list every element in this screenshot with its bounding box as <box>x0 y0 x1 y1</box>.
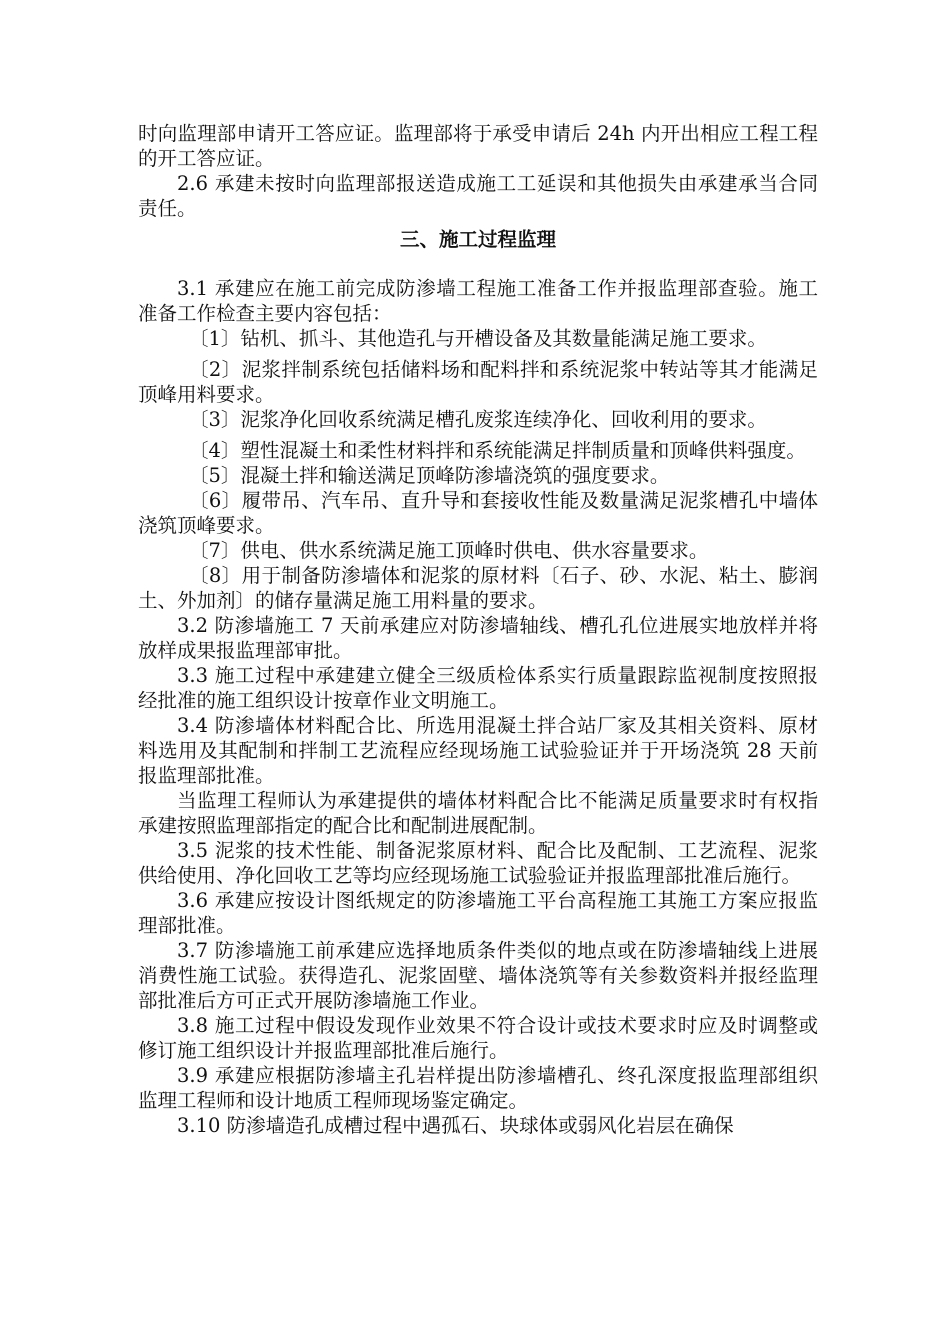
list-item-2: 〔2〕泥浆拌制系统包括储料场和配料拌和系统泥浆中转站等其才能满足顶峰用料要求。 <box>138 358 818 406</box>
list-item-4: 〔4〕塑性混凝土和柔性材料拌和系统能满足拌制质量和顶峰供料强度。 <box>189 439 806 462</box>
paragraph-3-4-note: 当监理工程师认为承建提供的墙体材料配合比不能满足质量要求时有权指承建按照监理部指定的配合比和配制进展配制。 <box>138 789 818 837</box>
list-item-6: 〔6〕履带吊、汽车吊、直升导和套接收性能及数量满足泥浆槽孔中墙体浇筑顶峰要求。 <box>138 489 818 537</box>
paragraph-3-6: 3.6 承建应按设计图纸规定的防渗墙施工平台高程施工其施工方案应报监理部批准。 <box>138 889 818 937</box>
paragraph-3-10: 3.10 防渗墙造孔成槽过程中遇孤石、块球体或弱风化岩层在确保 <box>177 1114 734 1137</box>
list-item-5: 〔5〕混凝土拌和输送满足顶峰防渗墙浇筑的强度要求。 <box>189 464 670 487</box>
list-item-3: 〔3〕泥浆净化回收系统满足槽孔废浆连续净化、回收利用的要求。 <box>189 408 767 431</box>
paragraph-3-2: 3.2 防渗墙施工 7 天前承建应对防渗墙轴线、槽孔孔位进展实地放样并将放样成果报监理部审批。 <box>138 614 818 662</box>
paragraph-3-5: 3.5 泥浆的技术性能、制备泥浆原材料、配合比及配制、工艺流程、泥浆供给使用、净化回收工艺等均应经现场施工试验验证并报监理部批准后施行。 <box>138 839 818 887</box>
document-body <box>138 121 818 1138</box>
paragraph-3-8: 3.8 施工过程中假设发现作业效果不符合设计或技术要求时应及时调整或修订施工组织设计并报监理部批准后施行。 <box>138 1014 818 1062</box>
paragraph-2-6: 2.6 承建未按时向监理部报送造成施工工延误和其他损失由承建承当合同责任。 <box>138 172 818 220</box>
paragraph-3-4: 3.4 防渗墙体材料配合比、所选用混凝土拌合站厂家及其相关资料、原材料选用及其配制和拌制工艺流程应经现场施工试验验证并于开场浇筑 28 天前报监理部批准。 <box>138 714 818 787</box>
paragraph-3-7: 3.7 防渗墙施工前承建应选择地质条件类似的地点或在防渗墙轴线上进展消费性施工试验。获得造孔、泥浆固壁、墙体浇筑等有关参数资料并报经监理部批准后方可正式开展防渗墙施工作业。 <box>138 939 818 1012</box>
continuation-paragraph: 时向监理部申请开工答应证。监理部将于承受申请后 24h 内开出相应工程工程的开工答应证。 <box>138 122 818 170</box>
paragraph-3-9: 3.9 承建应根据防渗墙主孔岩样提出防渗墙槽孔、终孔深度报监理部组织监理工程师和设计地质工程师现场鉴定确定。 <box>138 1064 818 1112</box>
list-item-7: 〔7〕供电、供水系统满足施工顶峰时供电、供水容量要求。 <box>189 539 709 562</box>
list-item-1: 〔1〕钻机、抓斗、其他造孔与开槽设备及其数量能满足施工要求。 <box>189 327 767 350</box>
section-title: 三、施工过程监理 <box>399 228 556 251</box>
paragraph-3-3: 3.3 施工过程中承建建立健全三级质检体系实行质量跟踪监视制度按照报经批准的施工组织设计按章作业文明施工。 <box>138 664 818 712</box>
paragraph-3-1: 3.1 承建应在施工前完成防渗墙工程施工准备工作并报监理部查验。施工准备工作检查主要内容包括： <box>138 277 818 325</box>
list-item-8: 〔8〕用于制备防渗墙体和泥浆的原材料〔石子、砂、水泥、粘土、膨润土、外加剂〕的储存量满足施工用料量的要求。 <box>138 564 818 612</box>
